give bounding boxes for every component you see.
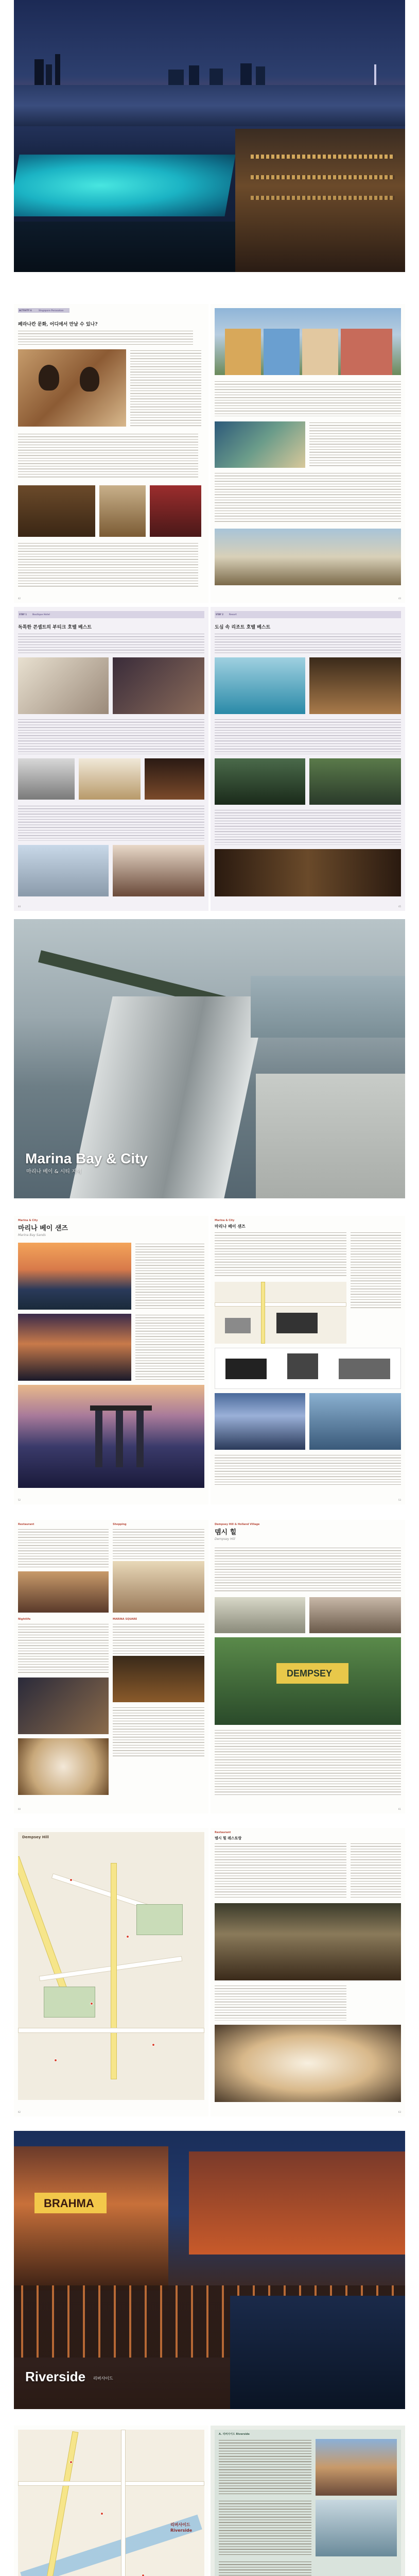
hotel-exterior-photo xyxy=(18,845,109,896)
header-label: Boutique Hotel xyxy=(32,613,50,616)
marina-subtitle: 마리나 베이 & 시티 지역 xyxy=(26,1169,82,1175)
bay-water xyxy=(14,85,405,126)
spread-hotels xyxy=(0,607,419,911)
spread-title: 독특한 콘셉트의 부티크 호텔 베스트 xyxy=(18,625,92,630)
page-title-en: Marina Bay Sands xyxy=(18,1233,46,1237)
page-left xyxy=(14,607,208,911)
peranakan-portrait-photo xyxy=(18,349,126,427)
page-left xyxy=(14,2426,208,2576)
page-left xyxy=(14,1216,208,1504)
page-title-en: Dempsey Hill xyxy=(215,1537,235,1541)
riverside-boat-photo xyxy=(316,2500,397,2556)
hotel-lobby-photo xyxy=(113,657,204,714)
header-tag: STAY 1 xyxy=(19,613,27,616)
page-number: 43 xyxy=(398,597,401,600)
map-side-label: 리버사이드 Riverside xyxy=(170,2522,193,2533)
header-label: Singapore Peranakan xyxy=(39,309,64,312)
page-number: 45 xyxy=(398,905,401,908)
dempsey-map xyxy=(18,1832,204,2100)
resort-restaurant-photo xyxy=(309,657,401,714)
bar-counter-photo xyxy=(113,1656,204,1702)
shop-display-photo xyxy=(113,1561,204,1613)
header-tag: ACTIVITY 6 xyxy=(19,309,32,312)
section-label: Marina & City xyxy=(215,1219,235,1222)
sands-night-photo xyxy=(18,1314,131,1381)
tiles-photo xyxy=(215,421,305,468)
dempsey-restaurant-photo xyxy=(215,1903,401,1980)
page-left xyxy=(14,1828,208,2116)
dempsey-cafe-photo xyxy=(309,1597,401,1633)
page-title: 마리나 베이 샌즈 xyxy=(215,1224,246,1229)
header-tag: STAY 2 xyxy=(216,613,224,616)
building-sections xyxy=(215,1348,401,1389)
resort-garden-photo xyxy=(309,758,401,805)
spread-dempsey xyxy=(0,1520,419,1814)
street-scene-photo xyxy=(215,529,401,585)
ceramic-bowls-photo xyxy=(99,485,146,537)
page-number: 61 xyxy=(398,1807,401,1810)
page-right xyxy=(211,1520,405,1814)
spread-riverside xyxy=(0,2426,419,2576)
page-title: 뎀시 힐 레스토랑 xyxy=(215,1836,242,1840)
spread-title: 도심 속 리조트 호텔 베스트 xyxy=(215,625,271,630)
sands-skypark-pool-photo xyxy=(18,1243,131,1310)
beaded-shoes-photo xyxy=(150,485,201,537)
page-title: 마리나 베이 샌즈 xyxy=(18,1225,68,1232)
museum-interior-photo xyxy=(18,485,95,537)
section-label: Marina & City xyxy=(18,1219,38,1222)
riverside-photo xyxy=(14,2131,405,2409)
page-number: 60 xyxy=(18,1807,21,1810)
hotel-bath-photo xyxy=(18,758,75,800)
section-label: Restaurant xyxy=(18,1523,34,1526)
resort-spa-photo xyxy=(215,758,305,805)
page-right xyxy=(211,304,405,603)
riverside-subtitle: 리버사이드 xyxy=(93,2376,113,2381)
page-right xyxy=(211,1216,405,1504)
section-label: Restaurant xyxy=(215,1831,231,1834)
resort-lounge-photo xyxy=(215,849,401,896)
dempsey-dish-photo xyxy=(215,2025,401,2102)
page-number: 42 xyxy=(18,597,21,600)
marina-bay-photo xyxy=(14,919,405,1198)
header-label: Resort xyxy=(229,613,237,616)
spread-title: 페라나칸 문화, 어디에서 만날 수 있나? xyxy=(18,322,98,327)
page-number: 44 xyxy=(18,905,21,908)
section-label: Shopping xyxy=(113,1523,127,1526)
marina-title: Marina Bay & City xyxy=(25,1150,148,1166)
infinity-pool xyxy=(14,155,236,216)
page-number: 63 xyxy=(398,2110,401,2113)
skyline xyxy=(14,54,405,85)
sands-evening-photo xyxy=(215,1393,305,1450)
dempsey-building-photo xyxy=(215,1597,305,1633)
dempsey-sign-text: DEMPSEY xyxy=(287,1668,333,1679)
page-left xyxy=(14,304,208,603)
page-left xyxy=(14,1520,208,1814)
dempsey-sign-photo xyxy=(215,1637,401,1725)
page-right xyxy=(211,607,405,911)
lounge-photo xyxy=(18,1677,109,1734)
hotel-bed-photo xyxy=(79,758,141,800)
sands-aerial-photo xyxy=(18,1385,204,1488)
section-label: Dempsey Hill & Holland Village xyxy=(215,1523,260,1526)
page-number: 62 xyxy=(18,2110,21,2113)
page-title: 뎀시 힐 xyxy=(215,1529,237,1536)
spread-marina-sands xyxy=(0,1216,419,1504)
shophouse-facade-photo xyxy=(215,308,401,375)
section-label: MARINA SQUARE xyxy=(113,1618,137,1621)
spread-peranakan xyxy=(0,304,419,603)
spread-dempsey-map xyxy=(0,1828,419,2116)
hotel-bar-photo xyxy=(145,758,204,800)
sands-map xyxy=(215,1282,346,1344)
riverside-title: Riverside xyxy=(25,2369,86,2384)
riverside-sign: BRAHMA xyxy=(44,2197,94,2210)
section-label: A. 리버사이드 Riverside xyxy=(219,2433,250,2436)
dish-photo xyxy=(18,1738,109,1795)
sands-deck-photo xyxy=(309,1393,401,1450)
riverside-shophouses-photo xyxy=(316,2439,397,2496)
page-number: 53 xyxy=(398,1498,401,1501)
page-right xyxy=(211,1828,405,2116)
map-title: Dempsey Hill xyxy=(22,1835,49,1839)
page-number: 52 xyxy=(18,1498,21,1501)
cover-photo xyxy=(14,0,405,272)
hotel-building xyxy=(235,129,405,272)
resort-pool-photo xyxy=(215,657,305,714)
page-right xyxy=(211,2426,405,2576)
restaurant-interior-photo xyxy=(18,1571,109,1613)
section-label: Nightlife xyxy=(18,1618,31,1621)
hotel-dining-photo xyxy=(113,845,204,896)
riverside-map xyxy=(18,2430,204,2576)
hotel-room-photo xyxy=(18,657,109,714)
